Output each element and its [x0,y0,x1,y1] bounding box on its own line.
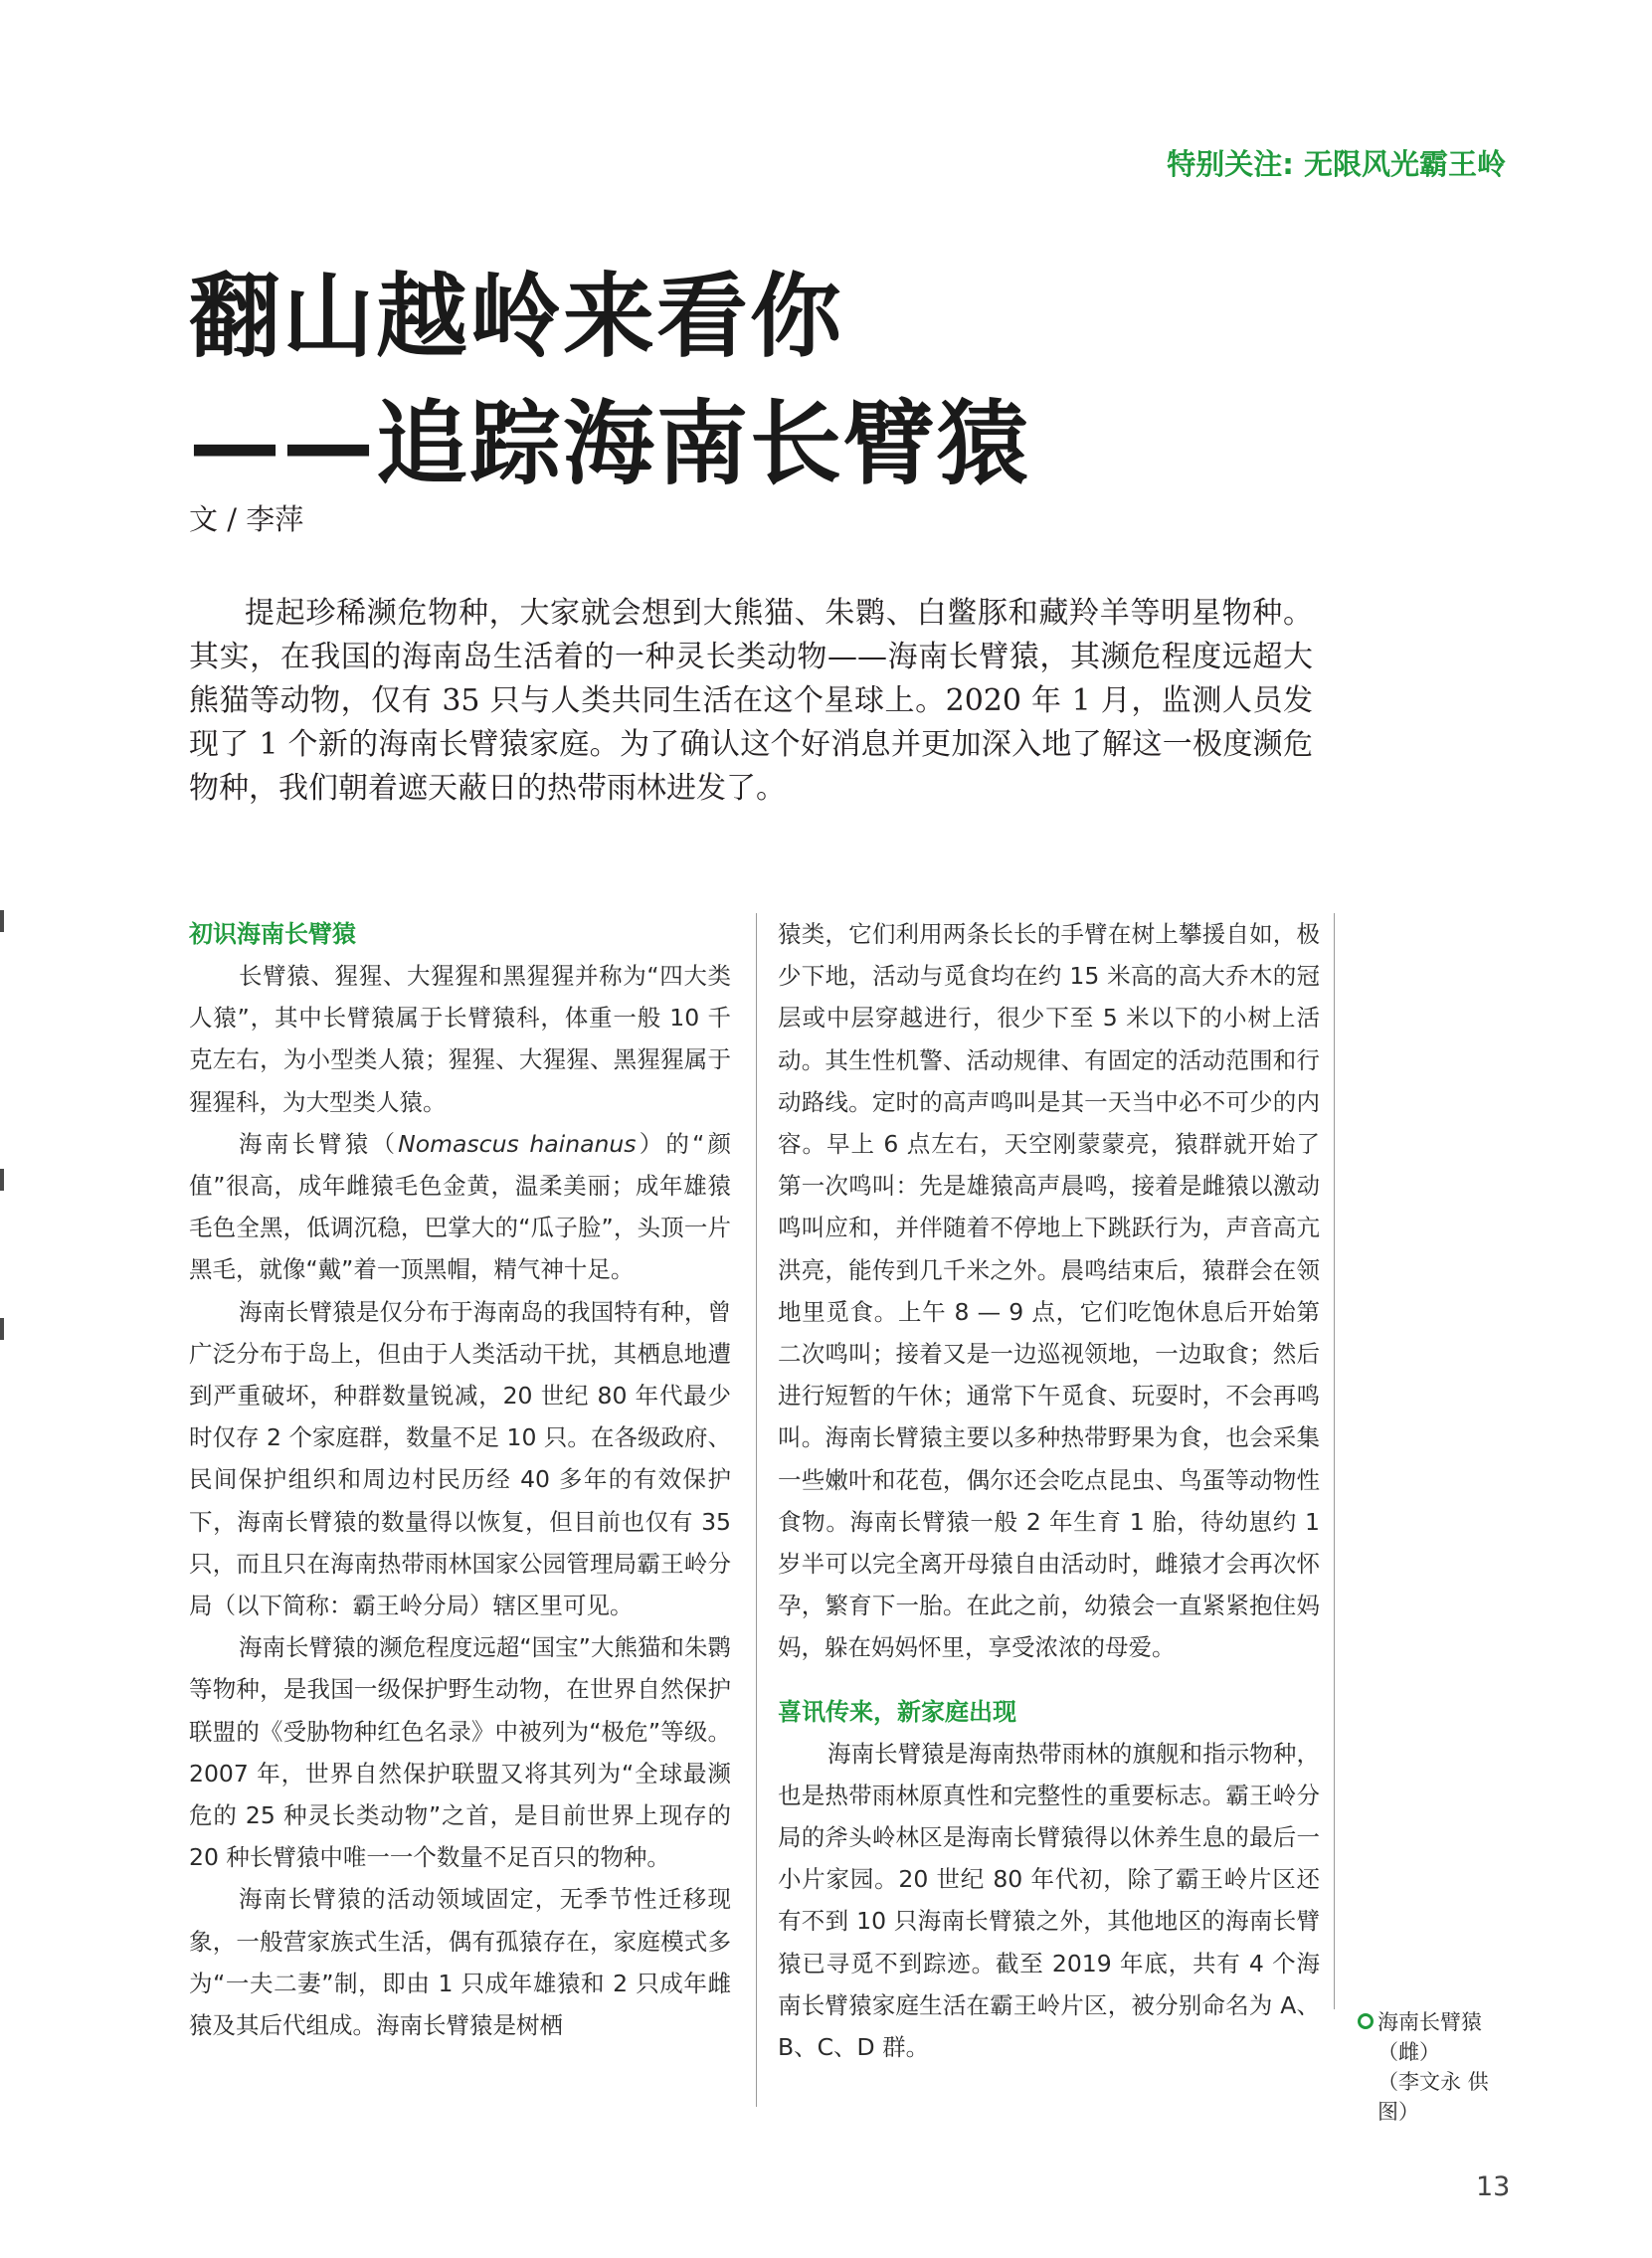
column-divider [756,913,757,2107]
caption-divider [1334,913,1335,2009]
body-paragraph: 长臂猿、猩猩、大猩猩和黑猩猩并称为“四大类人猿”，其中长臂猿属于长臂猿科，体重一般 10 千克左右，为小型类人猿；猩猩、大猩猩、黑猩猩属于猩猩科，为大型类人猿。 [189,962,731,1116]
section-tag: 特别关注: 无限风光霸王岭 [1167,147,1506,181]
page-number: 13 [1476,2171,1511,2202]
body-paragraph-continued: 猿类，它们利用两条长长的手臂在树上攀援自如，极少下地，活动与觅食均在约 15 米高的高大乔木的冠层或中层穿越进行，很少下至 5 米以下的小树上活动。其生性机警、活动规律、有固定的活动范围和行动路线。定时的高声鸣叫是其一天当中必不可少的内容。早上 6 点左右，天空刚蒙蒙亮，猿群就开始了第一次鸣叫：先是雄猿高声晨鸣，接着是雌猿以激动鸣叫应和，并伴随着不停地上下跳跃行为，声音高亢洪亮，能传到几千米之外。晨鸣结束后，猿群会在领地里觅食。上午 8 — 9 点，它们吃饱休息后开始第二次鸣叫；接着又是一边巡视领地，一边取食；然后进行短暂的午休；通常下午觅食、玩耍时，不会再鸣叫。海南长臂猿主要以多种热带野果为食，也会采集一些嫩叶和花苞，偶尔还会吃点昆虫、鸟蛋等动物性食物。海南长臂猿一般 2 年生育 1 胎，待幼崽约 1 岁半可以完全离开母猿自由活动时，雌猿才会再次怀孕，繁育下一胎。在此之前，幼猿会一直紧紧抱住妈妈，躲在妈妈怀里，享受浓浓的母爱。 [778,920,1320,1662]
byline: 文 / 李萍 [189,502,304,536]
paragraph-text: 海南长臂猿（ [239,1129,399,1158]
lead-paragraph: 提起珍稀濒危物种，大家就会想到大熊猫、朱鹮、白鳖豚和藏羚羊等明星物种。其实，在我国的海南岛生活着的一种灵长类动物——海南长臂猿，其濒危程度远超大熊猫等动物，仅有 35 只与人类共同生活在这个星球上。2020 年 1 月，监测人员发现了 1 个新的海南长臂猿家庭。为了确认这个好消息并更加深入地了解这一极度濒危物种，我们朝着遮天蔽日的热带雨林进发了。 [189,596,1313,806]
left-column [189,913,731,2046]
edge-mark [0,910,4,932]
caption-line-1: 海南长臂猿 [1377,2010,1482,2034]
body-paragraph: 海南长臂猿是海南热带雨林的旗舰和指示物种，也是热带雨林原真性和完整性的重要标志。霸王岭分局的斧头岭林区是海南长臂猿得以休养生息的最后一小片家园。20 世纪 80 年代初，除了霸王岭片区还有不到 10 只海南长臂猿之外，其他地区的海南长臂猿已寻觅不到踪迹。截至 2019 年底，共有 4 个海南长臂猿家庭生活在霸王岭片区，被分别命名为 A、B、C、D 群。 [778,1739,1320,2062]
caption-bullet-icon [1358,2013,1374,2029]
body-paragraph: 海南长臂猿的濒危程度远超“国宝”大熊猫和朱鹮等物种，是我国一级保护野生动物，在世界自然保护联盟的《受胁物种红色名录》中被列为“极危”等级。2007 年，世界自然保护联盟又将其列为“全球最濒危的 25 种灵长类动物”之首，是目前世界上现存的 20 种长臂猿中唯一一个数量不足百只的物种。 [189,1633,731,1872]
body-paragraph [189,1123,731,1291]
caption-line-2: （雌） [1377,2040,1440,2064]
body-paragraph: 海南长臂猿的活动领域固定，无季节性迁移现象，一般营家族式生活，偶有孤猿存在，家庭模式多为“一夫二妻”制，即由 1 只成年雄猿和 2 只成年雌猿及其后代组成。海南长臂猿是树栖 [189,1885,731,2040]
section-heading-intro: 初识海南长臂猿 [189,920,356,948]
title-line-2: ——追踪海南长臂猿 [189,391,1031,497]
paragraph-text: ）的“颜值”很高，成年雌猿毛色金黄，温柔美丽；成年雄猿毛色全黑，低调沉稳，巴掌大的“瓜子脸”，头顶一片黑毛，就像“戴”着一顶黑帽，精气神十足。 [189,1129,731,1284]
article-title [189,254,1030,508]
body-paragraph: 海南长臂猿是仅分布于海南岛的我国特有种，曾广泛分布于岛上，但由于人类活动干扰，其栖息地遭到严重破坏，种群数量锐减，20 世纪 80 年代最少时仅存 2 个家庭群，数量不足 10 只。在各级政府、民间保护组织和周边村民历经 40 多年的有效保护下，海南长臂猿的数量得以恢复，但目前也仅有 35 只，而且只在海南热带雨林国家公园管理局霸王岭分局（以下简称：霸王岭分局）辖区里可见。 [189,1297,731,1620]
right-column [778,913,1320,2068]
photo-caption [1358,2007,1517,2127]
edge-mark [0,1318,4,1340]
latin-name: Nomascus hainanus [398,1129,637,1158]
caption-line-3: （李文永 供图） [1377,2070,1489,2124]
section-heading-news: 喜讯传来，新家庭出现 [778,1697,1016,1726]
edge-mark [0,1169,4,1191]
title-line-1: 翻山越岭来看你 [189,264,844,370]
